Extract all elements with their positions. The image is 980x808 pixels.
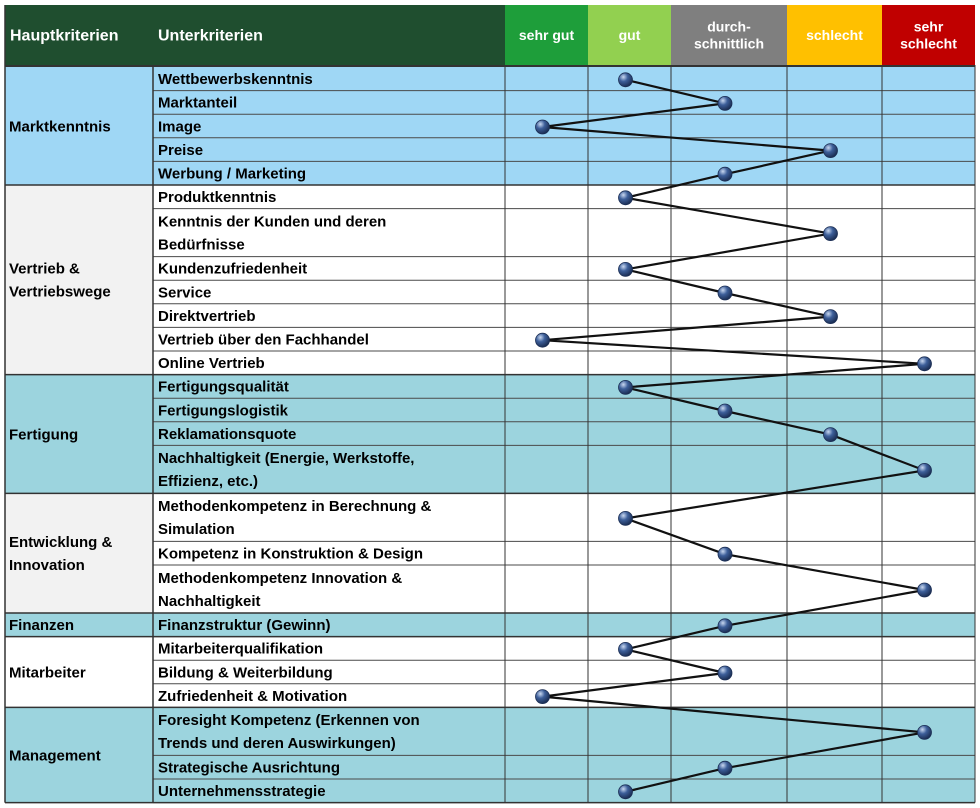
rating-cell [671,422,787,446]
rating-cell [505,280,588,304]
rating-cell [505,304,588,328]
rating-cell [787,114,882,138]
rating-cell [505,351,588,375]
rating-cell [588,161,671,185]
main-criterion-label: Fertigung [9,426,79,444]
rating-cell [671,684,787,708]
rating-marker [824,428,838,442]
rating-marker [718,761,732,775]
rating-cell [588,280,671,304]
subcriterion-label: Nachhaltigkeit (Energie, Werkstoffe, Effizienz, etc.) [158,450,415,491]
rating-cell [787,161,882,185]
rating-cell [588,613,671,637]
rating-cell [787,327,882,351]
rating-marker [718,666,732,680]
rating-marker [619,642,633,656]
rating-marker [718,619,732,633]
rating-cell [588,422,671,446]
rating-cell [505,707,588,755]
subcriterion-label: Unternehmensstrategie [158,783,326,801]
rating-cell [671,637,787,661]
rating-cell [882,257,975,281]
rating-cell [588,541,671,565]
rating-cell [505,67,588,91]
rating-cell [505,161,588,185]
rating-cell [882,67,975,91]
rating-cell [588,755,671,779]
subcriterion-label: Wettbewerbskenntnis [158,71,313,89]
rating-cell [671,185,787,209]
rating-marker [918,463,932,477]
rating-cell [787,684,882,708]
rating-cell [882,280,975,304]
rating-marker [718,547,732,561]
subcriterion-label: Foresight Kompetenz (Erkennen von Trends und deren Auswirkungen) [158,712,420,753]
rating-cell [882,327,975,351]
subcriterion-cell [153,138,505,162]
subcriterion-label: Werbung / Marketing [158,165,307,183]
rating-header-label: sehr schlecht [900,18,957,52]
rating-cell [882,304,975,328]
rating-cell [787,493,882,541]
rating-cell [882,375,975,399]
rating-cell [882,161,975,185]
rating-cell [505,185,588,209]
rating-cell [671,327,787,351]
header-main-criteria: Hauptkriterien [10,27,119,45]
rating-cell [787,755,882,779]
rating-cell [882,209,975,257]
rating-marker [619,511,633,525]
rating-marker [536,120,550,134]
rating-cell [588,707,671,755]
subcriterion-label: Marktanteil [158,94,238,112]
subcriterion-label: Fertigungslogistik [158,402,289,420]
rating-cell [588,304,671,328]
main-criterion-cell [5,493,153,613]
rating-cell [787,779,882,803]
rating-cell [505,91,588,115]
rating-cell [787,613,882,637]
rating-cell [505,257,588,281]
rating-marker [824,227,838,241]
subcriterion-label: Online Vertrieb [158,355,265,373]
rating-cell [882,684,975,708]
rating-cell [505,660,588,684]
rating-cell [671,565,787,613]
rating-cell [588,398,671,422]
rating-cell [882,541,975,565]
rating-cell [882,138,975,162]
rating-cell [505,138,588,162]
rating-cell [505,565,588,613]
rating-header-label: durch-schnittlich [693,18,765,52]
rating-cell [588,138,671,162]
rating-cell [588,209,671,257]
rating-cell [671,114,787,138]
subcriterion-label: Vertrieb über den Fachhandel [158,331,369,349]
rating-marker [536,333,550,347]
rating-cell [787,445,882,493]
rating-cell [882,114,975,138]
rating-marker [718,404,732,418]
rating-cell [882,422,975,446]
subcriterion-label: Produktkenntnis [158,189,277,207]
main-criterion-label: Management [9,747,101,765]
rating-cell [882,398,975,422]
rating-cell [882,755,975,779]
rating-cell [787,541,882,565]
rating-marker [718,286,732,300]
rating-header-label: sehr gut [518,26,575,43]
rating-cell [787,91,882,115]
rating-cell [787,637,882,661]
rating-marker [619,785,633,799]
subcriterion-label: Service [158,284,212,302]
subcriterion-label: Methodenkompetenz in Berechnung & Simulation [158,498,432,539]
subcriterion-label: Fertigungsqualität [158,378,289,396]
rating-cell [787,67,882,91]
header-sub-criteria: Unterkriterien [158,27,263,45]
subcriterion-label: Image [158,118,202,136]
table-header [5,5,975,65]
rating-cell [882,91,975,115]
rating-cell [882,613,975,637]
main-criterion-label: Vertrieb & Vertriebswege [9,260,111,301]
rating-cell [588,660,671,684]
rating-cell [671,493,787,541]
subcriterion-label: Kompetenz in Konstruktion & Design [158,545,424,563]
rating-cell [787,660,882,684]
rating-marker [824,310,838,324]
subcriterion-label: Zufriedenheit & Motivation [158,687,348,705]
rating-marker [918,583,932,597]
rating-cell [505,755,588,779]
rating-cell [588,91,671,115]
rating-marker [718,167,732,181]
main-criterion-cell [5,185,153,375]
main-criterion-label: Marktkenntnis [9,118,111,136]
rating-cell [505,779,588,803]
rating-cell [505,541,588,565]
rating-cell [505,637,588,661]
rating-cell [882,779,975,803]
rating-cell [505,209,588,257]
rating-cell [671,779,787,803]
rating-cell [588,351,671,375]
rating-cell [505,613,588,637]
rating-cell [787,398,882,422]
rating-cell [882,185,975,209]
rating-cell [671,445,787,493]
subcriterion-label: Mitarbeiterqualifikation [158,640,324,658]
rating-cell [505,398,588,422]
rating-cell [787,375,882,399]
rating-marker [619,262,633,276]
rating-marker [619,380,633,394]
rating-marker [918,357,932,371]
subcriterion-cell [153,114,505,138]
rating-cell [787,185,882,209]
subcriterion-label: Preise [158,141,204,159]
subcriterion-label: Strategische Ausrichtung [158,759,340,777]
subcriterion-label: Direktvertrieb [158,307,256,325]
rating-marker [718,96,732,110]
rating-marker [619,191,633,205]
subcriterion-label: Finanzstruktur (Gewinn) [158,617,331,635]
rating-header-label: schlecht [806,26,863,43]
subcriterion-label: Kundenzufriedenheit [158,260,308,278]
rating-cell [787,280,882,304]
rating-cell [882,660,975,684]
rating-marker [536,690,550,704]
rating-cell [671,257,787,281]
rating-cell [588,565,671,613]
rating-cell [505,493,588,541]
subcriterion-label: Reklamationsquote [158,425,297,443]
subcriterion-label: Methodenkompetenz Innovation & Nachhaltigkeit [158,569,403,610]
rating-cell [505,422,588,446]
rating-marker [824,144,838,158]
subcriterion-label: Kenntnis der Kunden und deren Bedürfnisse [158,213,387,254]
rating-marker [619,73,633,87]
subcriterion-label: Bildung & Weiterbildung [158,664,333,682]
main-criterion-label: Entwicklung & Innovation [9,533,113,574]
rating-cell [671,67,787,91]
main-criterion-label: Mitarbeiter [9,664,86,682]
rating-cell [882,493,975,541]
rating-cell [588,445,671,493]
rating-marker [918,725,932,739]
main-criterion-label: Finanzen [9,617,75,635]
rating-cell [787,257,882,281]
rating-header-label: gut [618,26,641,43]
rating-cell [505,445,588,493]
rating-cell [505,375,588,399]
rating-cell [882,637,975,661]
